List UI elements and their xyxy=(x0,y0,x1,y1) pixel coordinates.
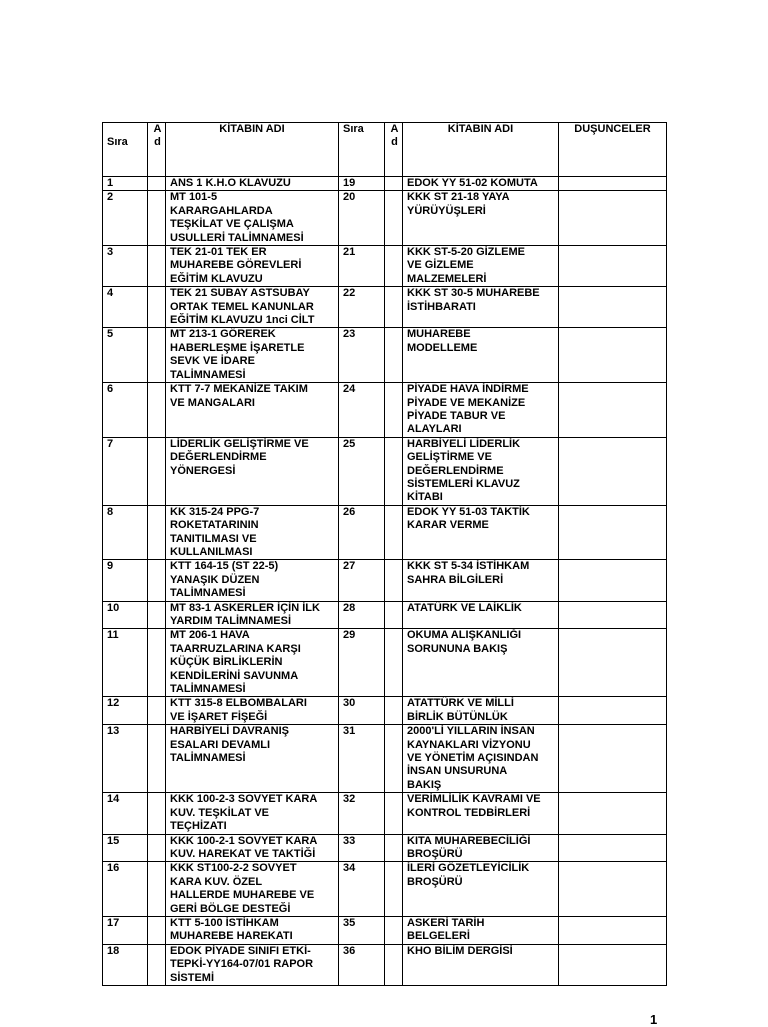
header-ad-right xyxy=(385,123,403,177)
book-title-line: İNSAN UNSURUNA xyxy=(407,765,508,778)
table-row xyxy=(103,246,667,287)
book-title-line: TEÇHİZATI xyxy=(170,820,227,833)
book-title-line: KİTABI xyxy=(407,491,443,504)
book-title-right xyxy=(403,191,559,246)
ad-cell-right xyxy=(385,862,403,917)
book-title-line: USULLERİ TALİMNAMESİ xyxy=(170,231,304,244)
page-number: 1 xyxy=(650,1012,658,1027)
ad-cell-left xyxy=(148,601,166,629)
row-number-left: 4 xyxy=(103,287,148,328)
book-title-right xyxy=(403,177,559,191)
book-title-right xyxy=(403,383,559,438)
ad-cell-right xyxy=(385,505,403,560)
book-title-left xyxy=(166,328,339,383)
ad-cell-left xyxy=(148,916,166,944)
table-row xyxy=(103,328,667,383)
book-title-line: KÜÇÜK BİRLİKLERİN xyxy=(170,656,283,669)
thoughts-cell xyxy=(559,505,667,560)
book-title-left xyxy=(166,793,339,834)
book-title-line: TALİMNAMESİ xyxy=(170,683,246,696)
ad-cell-left xyxy=(148,944,166,985)
row-number-right: 19 xyxy=(339,177,385,191)
thoughts-cell xyxy=(559,191,667,246)
row-number-left: 12 xyxy=(103,697,148,725)
row-number-right: 20 xyxy=(339,191,385,246)
book-list-table xyxy=(102,122,667,986)
row-number-left: 10 xyxy=(103,601,148,629)
header-ad-left xyxy=(148,123,166,177)
row-number-left: 11 xyxy=(103,629,148,697)
table-row xyxy=(103,505,667,560)
book-title-line: TAARRUZLARINA KARŞI xyxy=(170,642,301,655)
book-title-line: ATATTÜRK VE MİLLİ xyxy=(407,697,514,710)
book-title-right xyxy=(403,560,559,601)
table-row xyxy=(103,944,667,985)
book-title-left xyxy=(166,191,339,246)
ad-cell-right xyxy=(385,916,403,944)
book-title-line: KARAR VERME xyxy=(407,519,489,532)
book-title-line: KITA MUHAREBECİLİĞİ xyxy=(407,834,531,847)
ad-cell-right xyxy=(385,246,403,287)
ad-cell-left xyxy=(148,725,166,793)
book-title-line: DEĞERLENDİRME xyxy=(170,451,267,464)
ad-cell-right xyxy=(385,560,403,601)
ad-cell-right xyxy=(385,287,403,328)
book-title-right xyxy=(403,505,559,560)
book-title-line: MT 101-5 xyxy=(170,191,218,204)
book-title-line: HARBİYELİ LİDERLİK xyxy=(407,437,521,450)
book-title-line: KTT 164-15 (ST 22-5) xyxy=(170,560,279,573)
ad-cell-left xyxy=(148,505,166,560)
header-book-name-left: KİTABIN ADI xyxy=(166,123,339,177)
table-row xyxy=(103,862,667,917)
book-title-left xyxy=(166,834,339,862)
row-number-right: 36 xyxy=(339,944,385,985)
book-title-line: HARBİYELİ DAVRANIŞ xyxy=(170,725,289,738)
ad-cell-right xyxy=(385,601,403,629)
row-number-right: 28 xyxy=(339,601,385,629)
book-title-line: GELİŞTİRME VE xyxy=(407,451,492,464)
thoughts-cell xyxy=(559,383,667,438)
book-title-line: BROŞÜRÜ xyxy=(407,875,463,888)
book-title-line: EDOK PİYADE SINIFI ETKİ- xyxy=(170,944,311,957)
thoughts-cell xyxy=(559,862,667,917)
book-title-right xyxy=(403,944,559,985)
row-number-left: 17 xyxy=(103,916,148,944)
book-title-line: YARDIM TALİMNAMESİ xyxy=(170,615,291,627)
row-number-right: 24 xyxy=(339,383,385,438)
table-row xyxy=(103,437,667,505)
row-number-right: 27 xyxy=(339,560,385,601)
book-title-line: MT 213-1 GÖREREK xyxy=(170,328,276,341)
table-row xyxy=(103,560,667,601)
ad-cell-right xyxy=(385,944,403,985)
book-title-left xyxy=(166,862,339,917)
header-sira-right: Sıra xyxy=(339,123,385,177)
book-title-line: KKK 100-2-1 SOVYET KARA xyxy=(170,834,318,847)
book-title-line: KONTROL TEDBİRLERİ xyxy=(407,806,531,819)
book-title-line: KTT 5-100 İSTİHKAM xyxy=(170,916,279,929)
book-title-line: VE İŞARET FİŞEĞİ xyxy=(170,710,268,723)
header-sira-left: Sıra xyxy=(103,123,148,177)
ad-cell-right xyxy=(385,437,403,505)
book-title-line: VERİMLİLİK KAVRAMI VE xyxy=(407,793,541,806)
thoughts-cell xyxy=(559,246,667,287)
ad-cell-right xyxy=(385,191,403,246)
book-title-line: VE MANGALARI xyxy=(170,396,255,409)
book-title-right xyxy=(403,697,559,725)
table-row xyxy=(103,697,667,725)
book-title-line: TALİMNAMESİ xyxy=(170,752,246,765)
book-title-line: YÖNERGESİ xyxy=(170,464,236,477)
book-title-left xyxy=(166,505,339,560)
book-title-line: KULLANILMASI xyxy=(170,545,253,558)
book-title-right xyxy=(403,246,559,287)
book-title-line: BROŞÜRÜ xyxy=(407,847,463,860)
row-number-left: 9 xyxy=(103,560,148,601)
thoughts-cell xyxy=(559,328,667,383)
book-title-right xyxy=(403,725,559,793)
row-number-right: 33 xyxy=(339,834,385,862)
book-title-line: KKK ST100-2-2 SOVYET xyxy=(170,862,297,875)
row-number-left: 8 xyxy=(103,505,148,560)
book-title-left xyxy=(166,629,339,697)
book-title-line: TALİMNAMESİ xyxy=(170,368,246,381)
book-title-line: ORTAK TEMEL KANUNLAR xyxy=(170,300,314,313)
book-title-line: MT 83-1 ASKERLER İÇİN İLK xyxy=(170,601,320,614)
table-row xyxy=(103,287,667,328)
book-title-line: HABERLEŞME İŞARETLE xyxy=(170,341,305,354)
book-title-left xyxy=(166,944,339,985)
book-title-line: KTT 7-7 MEKANİZE TAKIM xyxy=(170,383,308,396)
book-title-line: TEŞKİLAT VE ÇALIŞMA xyxy=(170,218,294,231)
ad-cell-right xyxy=(385,834,403,862)
table-row xyxy=(103,601,667,629)
table-row xyxy=(103,191,667,246)
row-number-left: 14 xyxy=(103,793,148,834)
book-title-left xyxy=(166,177,339,191)
book-title-line: VE YÖNETİM AÇISINDAN xyxy=(407,752,539,765)
book-title-line: TEK 21 SUBAY ASTSUBAY xyxy=(170,287,310,300)
book-title-line: BAKIŞ xyxy=(407,778,442,791)
book-title-line: 2000'Lİ YILLARIN İNSAN xyxy=(407,725,535,738)
book-title-line: BİRLİK BÜTÜNLÜK xyxy=(407,710,508,723)
book-title-line: KKK 100-2-3 SOVYET KARA xyxy=(170,793,318,806)
book-title-line: KKK ST 21-18 YAYA xyxy=(407,191,510,204)
book-title-line: EDOK YY 51-02 KOMUTA xyxy=(407,177,538,189)
book-title-line: KK 315-24 PPG-7 xyxy=(170,505,260,518)
thoughts-cell xyxy=(559,697,667,725)
book-title-line: PİYADE VE MEKANİZE xyxy=(407,396,526,409)
book-title-line: SİSTEMİ xyxy=(170,971,215,984)
row-number-left: 16 xyxy=(103,862,148,917)
book-title-line: KKK ST 30-5 MUHAREBE xyxy=(407,287,540,300)
book-title-right xyxy=(403,601,559,629)
header-ad-left-a: A xyxy=(153,123,162,135)
book-title-line: KENDİLERİNİ SAVUNMA xyxy=(170,669,299,682)
book-title-right xyxy=(403,437,559,505)
book-title-line: PİYADE HAVA İNDİRME xyxy=(407,383,529,396)
row-number-left: 15 xyxy=(103,834,148,862)
book-title-left xyxy=(166,916,339,944)
book-title-line: PİYADE TABUR VE xyxy=(407,409,506,422)
header-ad-left-d: d xyxy=(154,136,161,149)
ad-cell-left xyxy=(148,177,166,191)
book-title-line: TEK 21-01 TEK ER xyxy=(170,246,267,259)
thoughts-cell xyxy=(559,601,667,629)
row-number-left: 18 xyxy=(103,944,148,985)
table-row xyxy=(103,725,667,793)
ad-cell-left xyxy=(148,793,166,834)
ad-cell-right xyxy=(385,725,403,793)
row-number-left: 5 xyxy=(103,328,148,383)
row-number-right: 25 xyxy=(339,437,385,505)
book-title-line: ESALARI DEVAMLI xyxy=(170,738,271,751)
table-row xyxy=(103,629,667,697)
book-title-line: EDOK YY 51-03 TAKTİK xyxy=(407,505,530,518)
row-number-right: 29 xyxy=(339,629,385,697)
ad-cell-right xyxy=(385,177,403,191)
table-row xyxy=(103,834,667,862)
book-title-line: VE GİZLEME xyxy=(407,259,474,272)
row-number-left: 7 xyxy=(103,437,148,505)
book-title-line: ROKETATARININ xyxy=(170,519,259,532)
thoughts-cell xyxy=(559,725,667,793)
book-title-line: DEĞERLENDİRME xyxy=(407,464,504,477)
thoughts-cell xyxy=(559,437,667,505)
row-number-left: 3 xyxy=(103,246,148,287)
row-number-right: 26 xyxy=(339,505,385,560)
thoughts-cell xyxy=(559,629,667,697)
header-ad-right-a: A xyxy=(390,123,399,135)
thoughts-cell xyxy=(559,177,667,191)
ad-cell-right xyxy=(385,328,403,383)
book-title-line: KKK ST 5-34 İSTİHKAM xyxy=(407,560,530,573)
book-title-line: TALİMNAMESİ xyxy=(170,587,246,600)
row-number-right: 23 xyxy=(339,328,385,383)
ad-cell-left xyxy=(148,697,166,725)
book-title-left xyxy=(166,287,339,328)
book-title-line: HALLERDE MUHAREBE VE xyxy=(170,889,315,902)
book-title-line: GERİ BÖLGE DESTEĞİ xyxy=(170,902,291,915)
thoughts-cell xyxy=(559,287,667,328)
row-number-right: 34 xyxy=(339,862,385,917)
ad-cell-right xyxy=(385,793,403,834)
ad-cell-right xyxy=(385,697,403,725)
book-title-line: LİDERLİK GELİŞTİRME VE xyxy=(170,437,309,450)
book-title-line: KUV. HAREKAT VE TAKTİĞİ xyxy=(170,847,316,860)
book-title-line: EĞİTİM KLAVUZU xyxy=(170,272,263,285)
row-number-right: 35 xyxy=(339,916,385,944)
book-title-line: KUV. TEŞKİLAT VE xyxy=(170,806,270,819)
book-title-line: KAYNAKLARI VİZYONU xyxy=(407,738,531,751)
book-title-line: BELGELERİ xyxy=(407,930,470,943)
ad-cell-left xyxy=(148,191,166,246)
row-number-right: 22 xyxy=(339,287,385,328)
book-title-line: ANS 1 K.H.O KLAVUZU xyxy=(170,177,291,189)
book-title-line: TEPKİ-YY164-07/01 RAPOR xyxy=(170,958,314,971)
book-title-line: MUHAREBE GÖREVLERİ xyxy=(170,259,302,272)
book-title-line: MUHAREBE HAREKATI xyxy=(170,930,293,943)
book-title-line: ALAYLARI xyxy=(407,423,462,436)
row-number-left: 1 xyxy=(103,177,148,191)
thoughts-cell xyxy=(559,916,667,944)
book-title-line: KKK ST-5-20 GİZLEME xyxy=(407,246,525,259)
book-title-line: ASKERİ TARİH xyxy=(407,916,485,929)
book-title-line: SAHRA BİLGİLERİ xyxy=(407,573,504,586)
header-row xyxy=(103,123,667,177)
table-body xyxy=(103,177,667,986)
book-title-line: İLERİ GÖZETLEYİCİLİK xyxy=(407,862,530,875)
book-title-right xyxy=(403,916,559,944)
ad-cell-right xyxy=(385,383,403,438)
header-thoughts: DUŞUNCELER xyxy=(559,123,667,177)
book-title-left xyxy=(166,560,339,601)
row-number-right: 21 xyxy=(339,246,385,287)
ad-cell-left xyxy=(148,328,166,383)
book-title-right xyxy=(403,287,559,328)
table-row xyxy=(103,177,667,191)
book-title-left xyxy=(166,697,339,725)
book-title-right xyxy=(403,328,559,383)
ad-cell-right xyxy=(385,629,403,697)
table-row xyxy=(103,383,667,438)
ad-cell-left xyxy=(148,560,166,601)
table-row xyxy=(103,916,667,944)
book-title-line: MALZEMELERİ xyxy=(407,272,487,285)
book-title-line: TANITILMASI VE xyxy=(170,532,257,545)
book-title-left xyxy=(166,601,339,629)
book-title-line: KARA KUV. ÖZEL xyxy=(170,875,263,888)
book-title-line: SEVK VE İDARE xyxy=(170,355,255,368)
header-book-name-right: KİTABIN ADI xyxy=(403,123,559,177)
book-title-left xyxy=(166,725,339,793)
thoughts-cell xyxy=(559,834,667,862)
row-number-left: 6 xyxy=(103,383,148,438)
book-title-line: EĞİTİM KLAVUZU 1nci CİLT xyxy=(170,314,315,327)
thoughts-cell xyxy=(559,560,667,601)
book-title-left xyxy=(166,383,339,438)
book-title-line: KARARGAHLARDA xyxy=(170,204,273,217)
row-number-right: 32 xyxy=(339,793,385,834)
row-number-left: 13 xyxy=(103,725,148,793)
book-title-line: KHO BİLİM DERGİSİ xyxy=(407,944,513,957)
book-title-line: SORUNUNA BAKIŞ xyxy=(407,642,508,655)
ad-cell-left xyxy=(148,629,166,697)
book-title-right xyxy=(403,629,559,697)
book-title-line: YANAŞIK DÜZEN xyxy=(170,573,260,586)
book-title-left xyxy=(166,246,339,287)
book-title-right xyxy=(403,834,559,862)
book-title-line: MUHAREBE xyxy=(407,328,471,341)
row-number-left: 2 xyxy=(103,191,148,246)
book-title-line: KTT 315-8 ELBOMBALARI xyxy=(170,697,307,710)
book-title-line: İSTİHBARATI xyxy=(407,300,476,313)
book-title-line: MT 206-1 HAVA xyxy=(170,629,250,642)
book-title-right xyxy=(403,793,559,834)
book-title-line: OKUMA ALIŞKANLIĞI xyxy=(407,629,522,642)
ad-cell-left xyxy=(148,834,166,862)
ad-cell-left xyxy=(148,862,166,917)
ad-cell-left xyxy=(148,383,166,438)
book-title-right xyxy=(403,862,559,917)
ad-cell-left xyxy=(148,437,166,505)
row-number-right: 31 xyxy=(339,725,385,793)
ad-cell-left xyxy=(148,287,166,328)
table-header xyxy=(103,123,667,177)
thoughts-cell xyxy=(559,944,667,985)
table-row xyxy=(103,793,667,834)
thoughts-cell xyxy=(559,793,667,834)
book-title-line: MODELLEME xyxy=(407,341,478,354)
row-number-right: 30 xyxy=(339,697,385,725)
book-title-line: ATATÜRK VE LAİKLİK xyxy=(407,601,522,614)
book-title-left xyxy=(166,437,339,505)
header-ad-right-d: d xyxy=(391,136,398,149)
book-title-line: YÜRÜYÜŞLERİ xyxy=(407,204,486,217)
ad-cell-left xyxy=(148,246,166,287)
book-title-line: SİSTEMLERİ KLAVUZ xyxy=(407,477,520,490)
